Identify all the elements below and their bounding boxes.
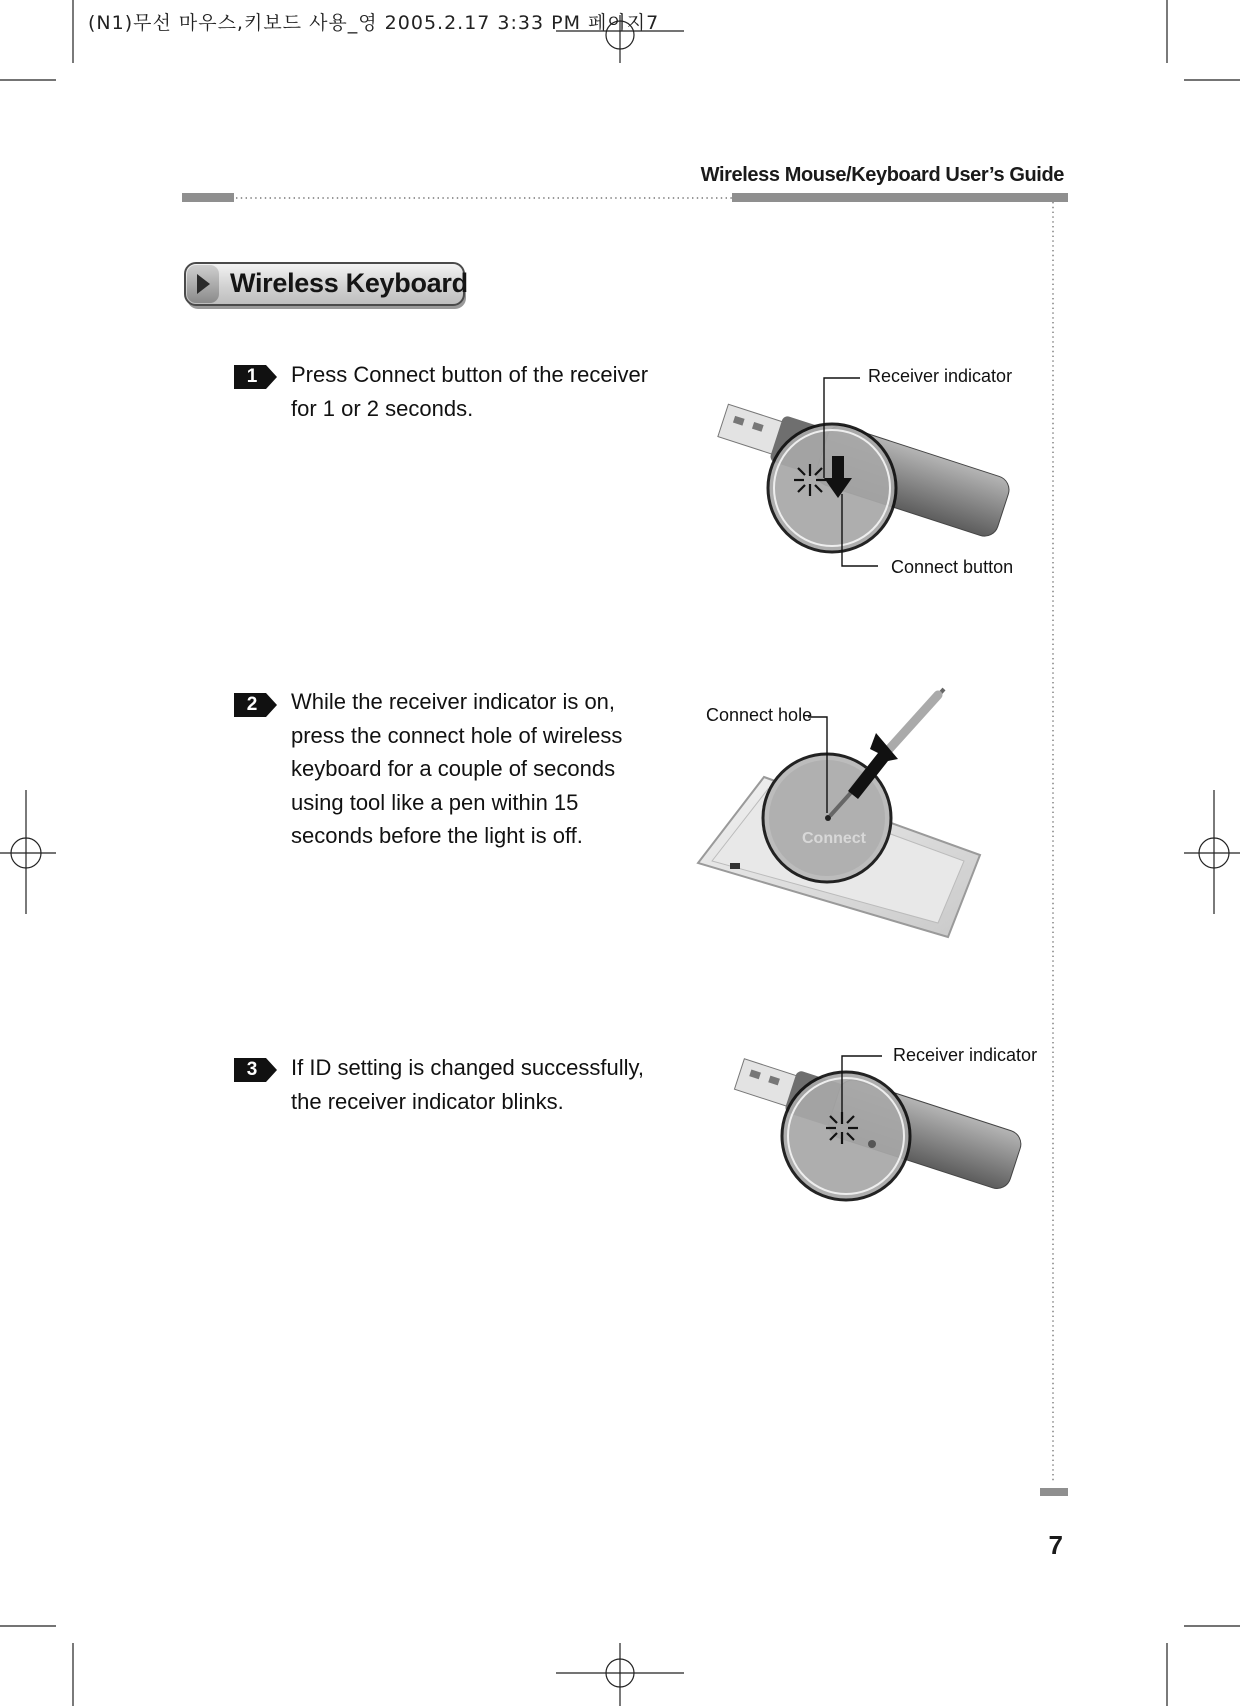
step-1-text: Press Connect button of the receiver for 1 or 2 seconds. bbox=[291, 362, 649, 421]
step-2-number: 2 bbox=[246, 694, 258, 715]
connect-hole-label: Connect hole bbox=[706, 705, 813, 725]
receiver-indicator-label: Receiver indicator bbox=[868, 366, 1013, 386]
connect-button-label: Connect button bbox=[891, 557, 1014, 577]
receiver-indicator-label-2: Receiver indicator bbox=[893, 1045, 1038, 1065]
section-title: Wireless Keyboard bbox=[230, 268, 468, 298]
page-number: 7 bbox=[1048, 1530, 1063, 1560]
header-rule bbox=[0, 0, 1240, 220]
side-rule bbox=[1040, 200, 1080, 1500]
step-1-number: 1 bbox=[246, 366, 258, 387]
step-3-number: 3 bbox=[246, 1059, 258, 1080]
step-3-text: If ID setting is changed successfully, the receiver indicator blinks. bbox=[291, 1055, 644, 1114]
step-2-text: While the receiver indicator is on, press the connect hole of wireless keyboard for a couple of seconds using tool like a pen within 15 seconds before the light is off. bbox=[291, 689, 623, 848]
connect-embossed-text: Connect bbox=[802, 830, 866, 847]
usb-receiver-blink-illustration bbox=[720, 1040, 1040, 1220]
zoom-circle bbox=[782, 1072, 910, 1200]
guide-title: Wireless Mouse/Keyboard User’s Guide bbox=[700, 164, 1064, 186]
print-slug: (N1)무선 마우스,키보드 사용_영 2005.2.17 3:33 PM 페이지7 bbox=[88, 12, 660, 34]
